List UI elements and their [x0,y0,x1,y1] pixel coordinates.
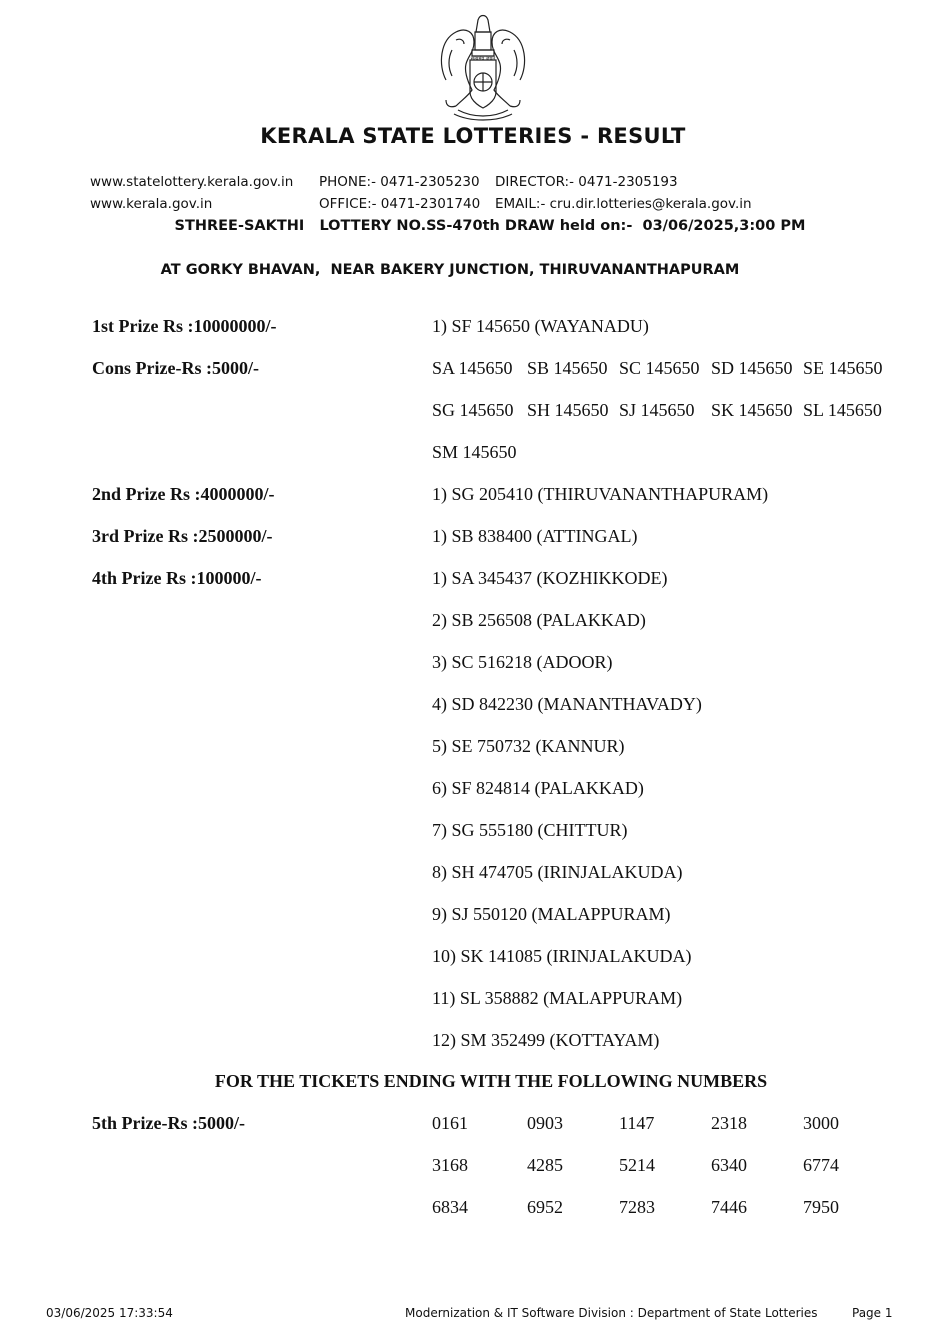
cons-ticket: SL 145650 [803,400,882,420]
page-title: KERALA STATE LOTTERIES - RESULT [260,124,686,148]
second-prize-winner: 1) SG 205410 (THIRUVANANTHAPURAM) [432,484,769,504]
ending-number: 6952 [527,1197,563,1217]
fourth-prize-winner: 6) SF 824814 (PALAKKAD) [432,778,644,798]
fourth-prize-winner: 2) SB 256508 (PALAKKAD) [432,610,646,630]
footer-division: Modernization & IT Software Division : Department of State Lotteries [405,1306,818,1320]
fourth-prize-winner: 4) SD 842230 (MANANTHAVADY) [432,694,702,714]
cons-ticket: SA 145650 [432,358,513,378]
fourth-prize-winner: 8) SH 474705 (IRINJALAKUDA) [432,862,683,882]
cons-ticket: SD 145650 [711,358,793,378]
website-link-2[interactable]: www.kerala.gov.in [90,196,213,212]
footer-timestamp: 03/06/2025 17:33:54 [46,1306,173,1320]
cons-ticket: SE 145650 [803,358,883,378]
kerala-emblem-icon [428,10,538,122]
ending-number: 6774 [803,1155,839,1175]
email-address[interactable]: EMAIL:- cru.dir.lotteries@kerala.gov.in [495,196,752,212]
cons-ticket: SG 145650 [432,400,514,420]
ending-number: 2318 [711,1113,747,1133]
ending-number: 4285 [527,1155,563,1175]
first-prize-winner: 1) SF 145650 (WAYANADU) [432,316,649,336]
fourth-prize-winner: 5) SE 750732 (KANNUR) [432,736,625,756]
phone-number: PHONE:- 0471-2305230 [319,174,480,190]
ending-number: 7446 [711,1197,747,1217]
office-number: OFFICE:- 0471-2301740 [319,196,481,212]
fourth-prize-winner: 10) SK 141085 (IRINJALAKUDA) [432,946,692,966]
fourth-prize-winner: 12) SM 352499 (KOTTAYAM) [432,1030,660,1050]
draw-venue: AT GORKY BHAVAN, NEAR BAKERY JUNCTION, THIRUVANANTHAPURAM [160,262,740,278]
first-prize-label: 1st Prize Rs :10000000/- [92,316,277,336]
ending-number: 0903 [527,1113,563,1133]
fourth-prize-label: 4th Prize Rs :100000/- [92,568,262,588]
fourth-prize-winner: 1) SA 345437 (KOZHIKKODE) [432,568,668,588]
cons-ticket: SK 145650 [711,400,793,420]
cons-ticket: SH 145650 [527,400,609,420]
footer-page-number: Page 1 [852,1306,893,1320]
ending-number: 3168 [432,1155,468,1175]
cons-ticket: SB 145650 [527,358,608,378]
fourth-prize-winner: 11) SL 358882 (MALAPPURAM) [432,988,683,1008]
draw-info: STHREE-SAKTHI LOTTERY NO.SS-470th DRAW held on:- 03/06/2025,3:00 PM [174,218,806,234]
cons-prize-label: Cons Prize-Rs :5000/- [92,358,259,378]
fourth-prize-winner: 9) SJ 550120 (MALAPPURAM) [432,904,671,924]
ending-number: 6340 [711,1155,747,1175]
website-link-1[interactable]: www.statelottery.kerala.gov.in [90,174,294,190]
cons-ticket: SM 145650 [432,442,517,462]
second-prize-label: 2nd Prize Rs :4000000/- [92,484,275,504]
ending-numbers-heading: FOR THE TICKETS ENDING WITH THE FOLLOWING NUMBERS [214,1071,768,1091]
ending-number: 5214 [619,1155,655,1175]
fourth-prize-winner: 3) SC 516218 (ADOOR) [432,652,613,672]
ending-number: 1147 [619,1113,655,1133]
ending-number: 3000 [803,1113,839,1133]
ending-number: 7283 [619,1197,655,1217]
third-prize-winner: 1) SB 838400 (ATTINGAL) [432,526,638,546]
ending-number: 7950 [803,1197,839,1217]
ending-number: 6834 [432,1197,468,1217]
cons-ticket: SJ 145650 [619,400,695,420]
fourth-prize-winner: 7) SG 555180 (CHITTUR) [432,820,628,840]
emblem-motto: सत्यमेव जयते [470,56,496,62]
fifth-prize-label: 5th Prize-Rs :5000/- [92,1113,245,1133]
director-number: DIRECTOR:- 0471-2305193 [495,174,678,190]
cons-ticket: SC 145650 [619,358,700,378]
third-prize-label: 3rd Prize Rs :2500000/- [92,526,273,546]
ending-number: 0161 [432,1113,468,1133]
